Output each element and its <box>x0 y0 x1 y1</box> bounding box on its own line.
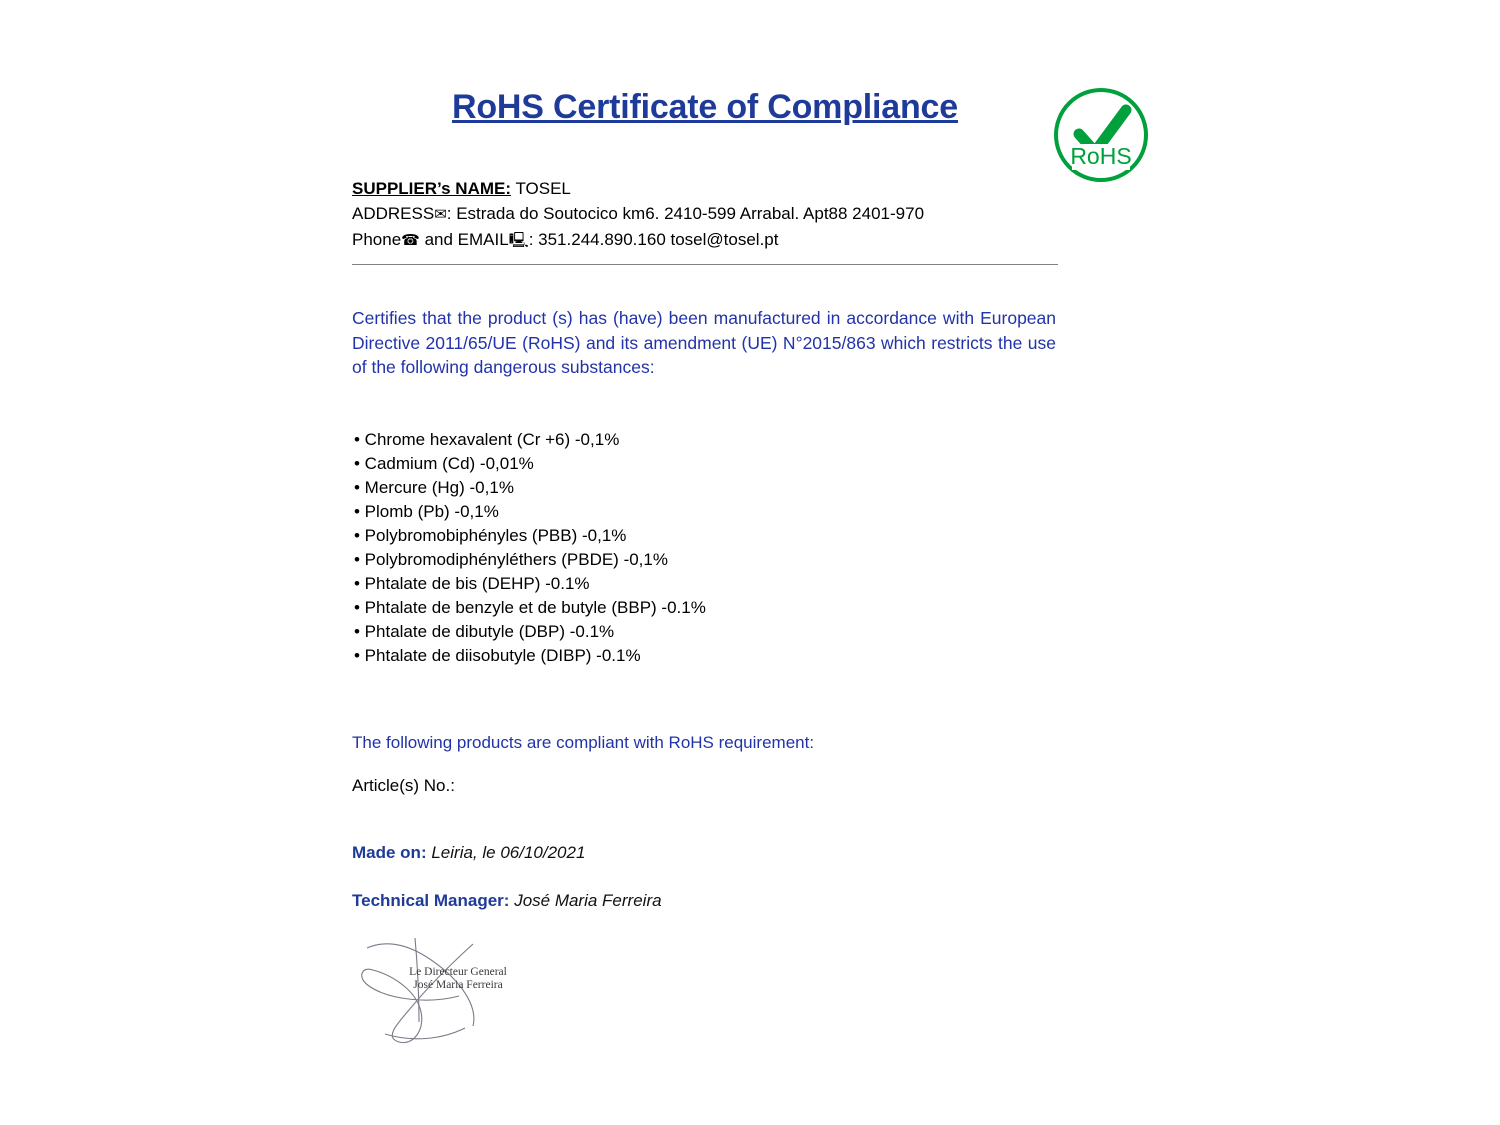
list-item: • Phtalate de benzyle et de butyle (BBP) -0.1% <box>354 598 706 617</box>
supplier-name-value: TOSEL <box>515 179 571 198</box>
page-title: RoHS Certificate of Compliance <box>452 88 958 126</box>
supplier-name-row <box>352 176 1058 201</box>
substances-list <box>354 428 1054 668</box>
supplier-address-row <box>352 201 1058 227</box>
list-item: • Chrome hexavalent (Cr +6) -0,1% <box>354 430 620 449</box>
made-on-row <box>352 843 585 863</box>
list-item: • Mercure (Hg) -0,1% <box>354 478 514 497</box>
article-number-line: Article(s) No.: <box>352 776 455 795</box>
supplier-phone-label: Phone <box>352 230 402 249</box>
supplier-block <box>352 176 1058 253</box>
technical-manager-value: José Maria Ferreira <box>514 891 662 910</box>
list-item: • Plomb (Pb) -0,1% <box>354 502 499 521</box>
technical-manager-row <box>352 891 662 911</box>
technical-manager-label: Technical Manager: <box>352 891 510 910</box>
signature-line-2: José Maria Ferreira <box>413 979 503 991</box>
list-item: • Phtalate de bis (DEHP) -0.1% <box>354 574 590 593</box>
supplier-address-value: : Estrada do Soutocico km6. 2410-599 Arrabal. Apt88 2401-970 <box>446 204 925 223</box>
supplier-contact-value: : 351.244.890.160 tosel@tosel.pt <box>528 230 779 249</box>
envelope-icon: ✉ <box>434 205 447 223</box>
certifies-paragraph: Certifies that the product (s) has (have) been manufactured in accordance with European Directive 2011/65/UE (RoHS) and its amendment (UE) N°2015/863 which restricts the use of the following dangerous substances: <box>352 308 1056 377</box>
list-item: • Polybromobiphényles (PBB) -0,1% <box>354 526 627 545</box>
divider <box>352 264 1058 265</box>
list-item: • Phtalate de dibutyle (DBP) -0.1% <box>354 622 615 641</box>
list-item: • Phtalate de diisobutyle (DIBP) -0.1% <box>354 646 641 665</box>
telephone-icon: ☎ <box>401 231 420 249</box>
supplier-name-label: SUPPLIER’s NAME: <box>352 179 512 198</box>
svg-text:RoHS: RoHS <box>1070 143 1132 169</box>
supplier-contact-row <box>352 227 1058 253</box>
computer-icon: 🖳 <box>508 231 529 249</box>
list-item: • Polybromodiphényléthers (PBDE) -0,1% <box>354 550 668 569</box>
rohs-logo <box>1052 86 1150 184</box>
compliant-products-line: The following products are compliant with RoHS requirement: <box>352 733 815 752</box>
supplier-address-label: ADDRESS <box>352 204 435 223</box>
made-on-label: Made on: <box>352 843 427 862</box>
list-item: • Cadmium (Cd) -0,01% <box>354 454 534 473</box>
signature-text <box>388 966 528 992</box>
supplier-email-label: and EMAIL <box>419 230 509 249</box>
signature-line-1: Le Directeur General <box>409 966 507 978</box>
made-on-value: Leiria, le 06/10/2021 <box>431 843 586 862</box>
